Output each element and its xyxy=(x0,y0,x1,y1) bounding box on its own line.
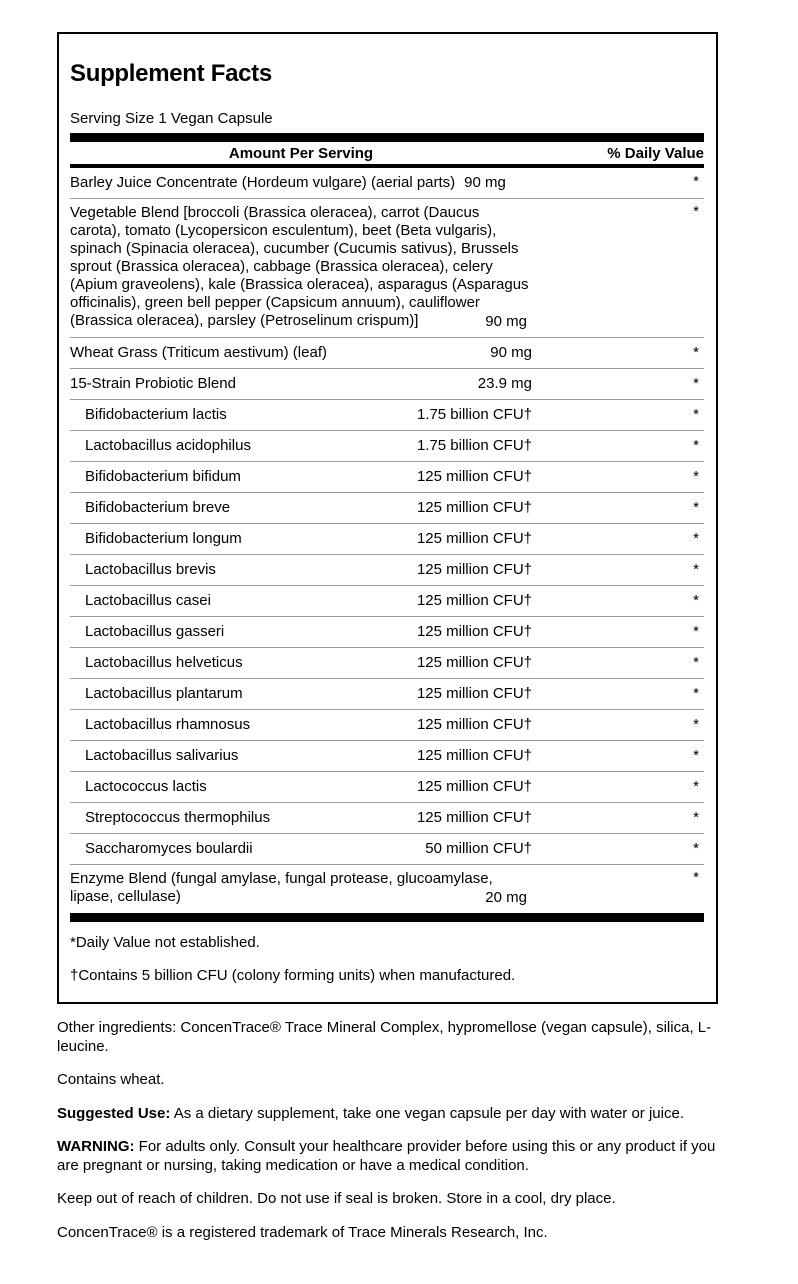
ingredient-name: 15-Strain Probiotic Blend xyxy=(70,375,236,392)
other-ingredients-statement xyxy=(57,1019,719,1056)
ingredient-amount: 125 million CFU† xyxy=(416,716,532,733)
thick-divider-bar xyxy=(70,913,704,922)
contains-text: Contains wheat. xyxy=(57,1071,165,1088)
daily-value-asterisk: * xyxy=(693,468,699,485)
ingredient-table xyxy=(70,168,704,913)
footnote-daily-value: *Daily Value not established. xyxy=(70,934,260,951)
daily-value-asterisk: * xyxy=(693,747,699,764)
ingredient-name: Enzyme Blend (fungal amylase, fungal protease, glucoamylase, lipase, cellulase) xyxy=(70,870,493,905)
ingredient-amount: 20 mg xyxy=(485,889,527,906)
ingredient-amount: 125 million CFU† xyxy=(416,499,532,516)
ingredient-amount: 125 million CFU† xyxy=(416,747,532,764)
table-row xyxy=(70,648,704,679)
table-row xyxy=(70,338,704,369)
ingredient-amount: 125 million CFU† xyxy=(416,809,532,826)
daily-value-asterisk: * xyxy=(693,716,699,733)
ingredient-amount: 125 million CFU† xyxy=(416,561,532,578)
daily-value-asterisk: * xyxy=(693,809,699,826)
contains-statement xyxy=(57,1071,719,1090)
warning-statement xyxy=(57,1138,719,1175)
daily-value-asterisk: * xyxy=(693,840,699,857)
footnote-cfu: †Contains 5 billion CFU (colony forming units) when manufactured. xyxy=(70,967,516,984)
ingredient-amount: 125 million CFU† xyxy=(416,685,532,702)
ingredient-name: Bifidobacterium breve xyxy=(85,499,231,516)
ingredient-amount: 125 million CFU† xyxy=(416,654,532,671)
daily-value-asterisk: * xyxy=(693,203,699,220)
ingredient-amount: 1.75 billion CFU† xyxy=(416,437,532,454)
ingredient-name: Bifidobacterium bifidum xyxy=(85,468,241,485)
ingredient-name: Lactobacillus helveticus xyxy=(85,654,243,671)
table-row xyxy=(70,617,704,648)
table-header xyxy=(70,142,704,168)
ingredient-name: Bifidobacterium lactis xyxy=(85,406,227,423)
daily-value-asterisk: * xyxy=(693,778,699,795)
daily-value-asterisk: * xyxy=(693,869,699,886)
daily-value-asterisk: * xyxy=(693,406,699,423)
ingredient-name: Lactobacillus plantarum xyxy=(85,685,243,702)
ingredient-amount: 90 mg xyxy=(485,313,527,330)
table-row xyxy=(70,524,704,555)
ingredient-name: Lactobacillus rhamnosus xyxy=(85,716,251,733)
daily-value-asterisk: * xyxy=(693,654,699,671)
table-row xyxy=(70,834,704,865)
daily-value-asterisk: * xyxy=(693,173,699,190)
table-row xyxy=(70,199,704,338)
ingredient-name: Lactobacillus brevis xyxy=(85,561,216,578)
table-row xyxy=(70,462,704,493)
suggested-use-statement xyxy=(57,1105,719,1124)
serving-size: Serving Size 1 Vegan Capsule xyxy=(70,110,273,127)
table-row xyxy=(70,679,704,710)
table-row xyxy=(70,741,704,772)
daily-value-asterisk: * xyxy=(693,685,699,702)
warning-label: WARNING: xyxy=(57,1138,135,1155)
table-row xyxy=(70,555,704,586)
ingredient-name: Streptococcus thermophilus xyxy=(85,809,271,826)
ingredient-amount: 50 million CFU† xyxy=(425,840,532,857)
ingredient-amount: 125 million CFU† xyxy=(416,623,532,640)
table-row xyxy=(70,803,704,834)
ingredient-name: Saccharomyces boulardii xyxy=(85,840,253,857)
daily-value-asterisk: * xyxy=(693,375,699,392)
ingredient-name: Lactococcus lactis xyxy=(85,778,207,795)
daily-value-asterisk: * xyxy=(693,530,699,547)
label-footer xyxy=(57,1019,719,1242)
ingredient-amount: 90 mg xyxy=(464,174,506,191)
table-row xyxy=(70,493,704,524)
ingredient-amount: 90 mg xyxy=(490,344,532,361)
trademark-text: ConcenTrace® is a registered trademark of Trace Minerals Research, Inc. xyxy=(57,1223,548,1241)
table-row xyxy=(70,772,704,803)
daily-value-asterisk: * xyxy=(693,437,699,454)
column-header-daily-value: % Daily Value xyxy=(607,145,704,162)
other-ingredients-text: Other ingredients: ConcenTrace® Trace Mineral Complex, hypromellose (vegan capsule), silica, L-leucine. xyxy=(57,1019,712,1055)
table-row xyxy=(70,369,704,400)
supplement-facts-panel xyxy=(57,32,718,1004)
daily-value-asterisk: * xyxy=(693,561,699,578)
thick-divider-bar xyxy=(70,133,704,142)
table-row xyxy=(70,400,704,431)
daily-value-asterisk: * xyxy=(693,344,699,361)
trademark-statement xyxy=(57,1224,719,1243)
column-header-amount: Amount Per Serving xyxy=(228,145,374,162)
ingredient-name: Bifidobacterium longum xyxy=(85,530,242,547)
ingredient-name: Wheat Grass (Triticum aestivum) (leaf) xyxy=(70,344,327,361)
suggested-use-text: As a dietary supplement, take one vegan capsule per day with water or juice. xyxy=(173,1104,684,1122)
table-row xyxy=(70,865,704,913)
ingredient-name: Lactobacillus gasseri xyxy=(85,623,225,640)
table-row xyxy=(70,431,704,462)
ingredient-amount: 125 million CFU† xyxy=(416,530,532,547)
table-row xyxy=(70,168,704,199)
suggested-use-label: Suggested Use: xyxy=(57,1104,171,1122)
storage-text: Keep out of reach of children. Do not use if seal is broken. Store in a cool, dry place. xyxy=(57,1190,616,1207)
ingredient-amount: 23.9 mg xyxy=(477,375,532,392)
panel-title: Supplement Facts xyxy=(70,60,272,87)
ingredient-name: Lactobacillus salivarius xyxy=(85,747,239,764)
table-row xyxy=(70,586,704,617)
ingredient-amount: 125 million CFU† xyxy=(416,592,532,609)
storage-statement xyxy=(57,1190,719,1209)
daily-value-asterisk: * xyxy=(693,499,699,516)
ingredient-name: Barley Juice Concentrate (Hordeum vulgare) (aerial parts) xyxy=(70,174,456,191)
table-row xyxy=(70,710,704,741)
daily-value-asterisk: * xyxy=(693,592,699,609)
ingredient-name: Vegetable Blend [broccoli (Brassica oleracea), carrot (Daucus carota), tomato (Lycopersicon esculentum), beet (Beta vulgaris), spinach (Spinacia oleracea), cucumber (Cucumis sativus), Brussels sprout (Brassica oleracea), cabbage (Brassica oleracea), celery (Apium graveolens), kale (Brassica oleracea), asparagus (Asparagus officinalis), green bell pepper (Capsicum annuum), cauliflower (Brassica oleracea), parsley (Petroselinum crispum)] xyxy=(70,204,529,329)
ingredient-name: Lactobacillus casei xyxy=(85,592,211,609)
daily-value-asterisk: * xyxy=(693,623,699,640)
footnotes xyxy=(70,922,704,1002)
warning-text: For adults only. Consult your healthcare provider before using this or any product if you are pregnant or nursing, taking medication or have a medical condition. xyxy=(57,1138,716,1174)
ingredient-amount: 1.75 billion CFU† xyxy=(416,406,532,423)
ingredient-amount: 125 million CFU† xyxy=(416,778,532,795)
ingredient-name: Lactobacillus acidophilus xyxy=(85,437,251,454)
ingredient-amount: 125 million CFU† xyxy=(416,468,532,485)
